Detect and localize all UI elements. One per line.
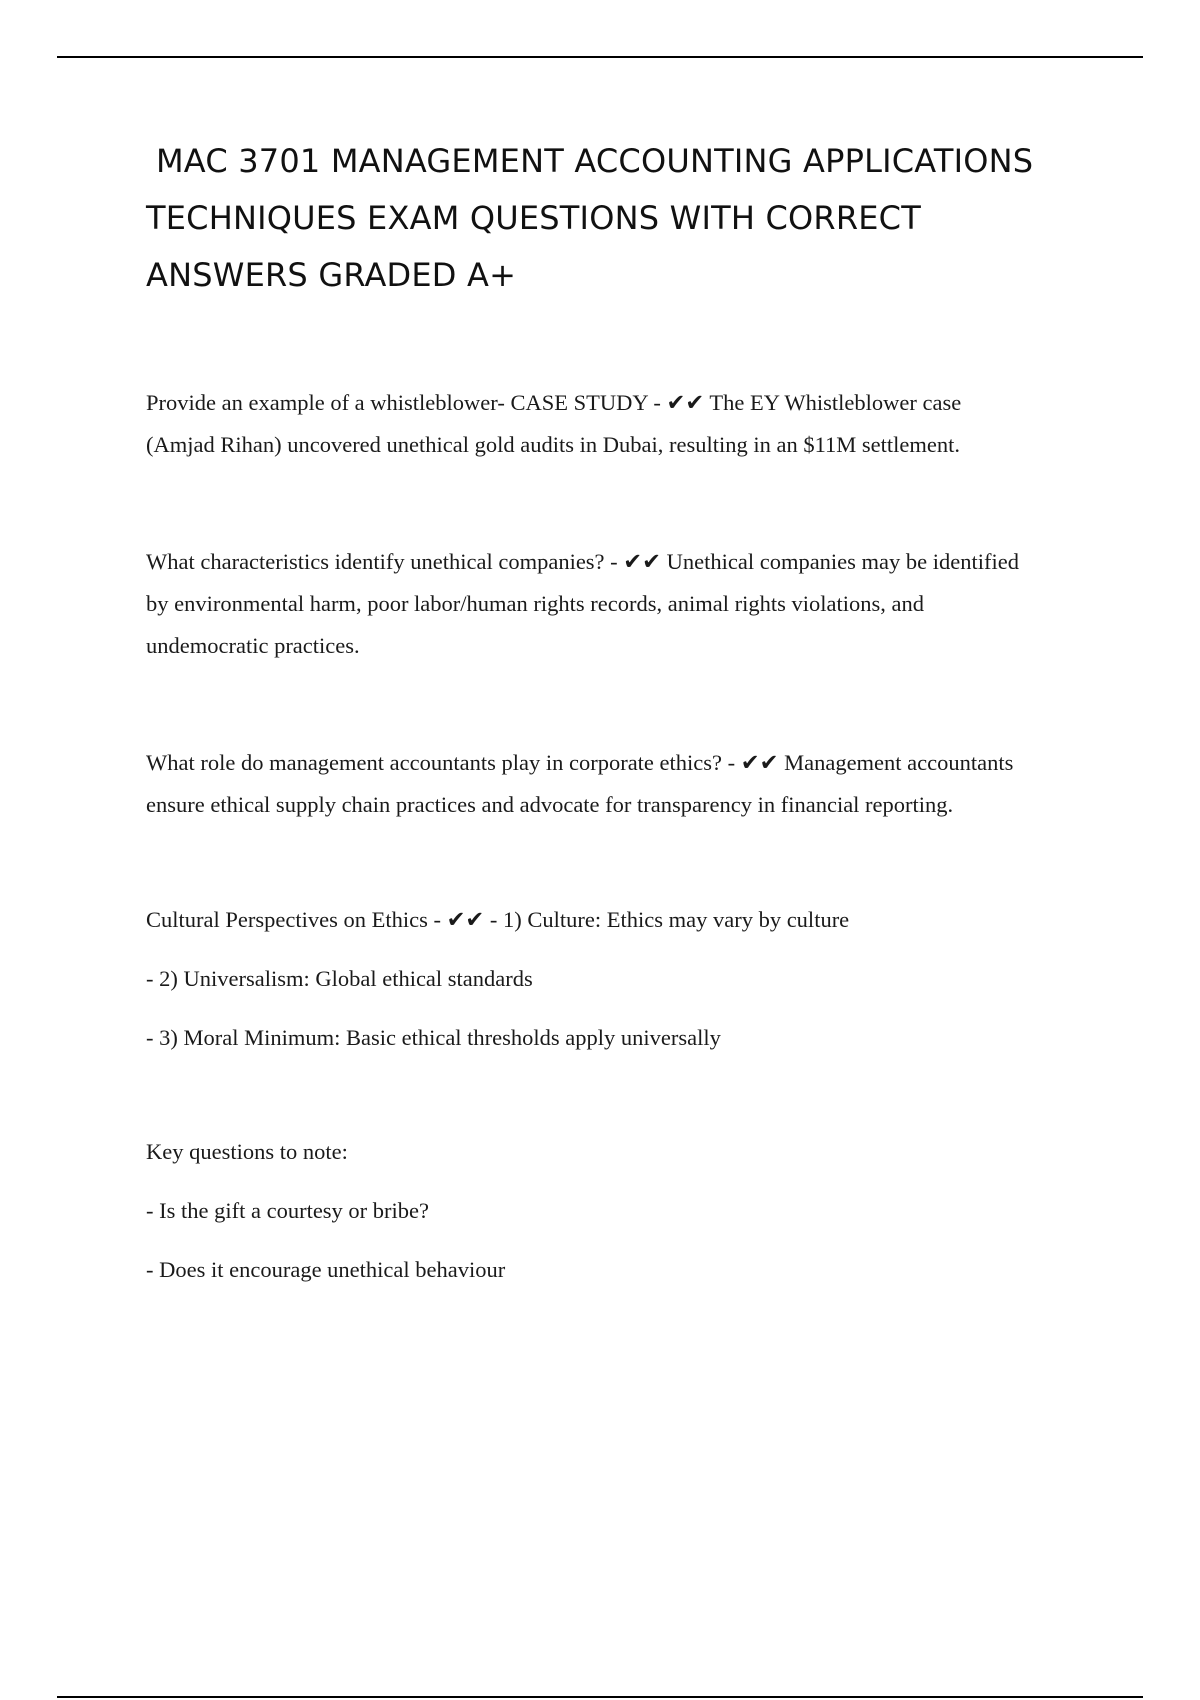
qa-line: by environmental harm, poor labor/human rights records, animal rights violations, and bbox=[146, 591, 924, 616]
qa-list-item: - Does it encourage unethical behaviour bbox=[146, 1257, 506, 1282]
qa-line: undemocratic practices. bbox=[146, 633, 360, 658]
qa-list-item: - Is the gift a courtesy or bribe? bbox=[146, 1198, 430, 1223]
document-title bbox=[146, 133, 1106, 304]
qa-line: (Amjad Rihan) uncovered unethical gold audits in Dubai, resulting in an $11M settlement. bbox=[146, 432, 960, 457]
title-line: ANSWERS GRADED A+ bbox=[146, 256, 517, 294]
title-line: TECHNIQUES EXAM QUESTIONS WITH CORRECT bbox=[146, 199, 921, 237]
qa-line: Cultural Perspectives on Ethics - ✔✔ - 1) Culture: Ethics may vary by culture bbox=[146, 907, 850, 932]
qa-line: What role do management accountants play in corporate ethics? - ✔✔ Management accountants bbox=[146, 750, 1014, 775]
qa-cultural-perspectives bbox=[146, 899, 1106, 1059]
qa-line: ensure ethical supply chain practices and advocate for transparency in financial reporting. bbox=[146, 792, 954, 817]
key-questions-heading: Key questions to note: bbox=[146, 1139, 348, 1164]
footer-rule bbox=[57, 1696, 1143, 1698]
qa-whistleblower bbox=[146, 382, 1106, 466]
header-rule bbox=[57, 56, 1143, 58]
qa-line: What characteristics identify unethical companies? - ✔✔ Unethical companies may be identified bbox=[146, 549, 1019, 574]
qa-unethical-companies bbox=[146, 541, 1106, 667]
qa-line: Provide an example of a whistleblower- CASE STUDY - ✔✔ The EY Whistleblower case bbox=[146, 390, 962, 415]
qa-list-item: - 3) Moral Minimum: Basic ethical thresholds apply universally bbox=[146, 1025, 721, 1050]
qa-list-item: - 2) Universalism: Global ethical standards bbox=[146, 966, 533, 991]
key-questions bbox=[146, 1131, 1106, 1291]
qa-management-accountants bbox=[146, 742, 1106, 826]
title-line: MAC 3701 MANAGEMENT ACCOUNTING APPLICATIONS bbox=[156, 142, 1034, 180]
